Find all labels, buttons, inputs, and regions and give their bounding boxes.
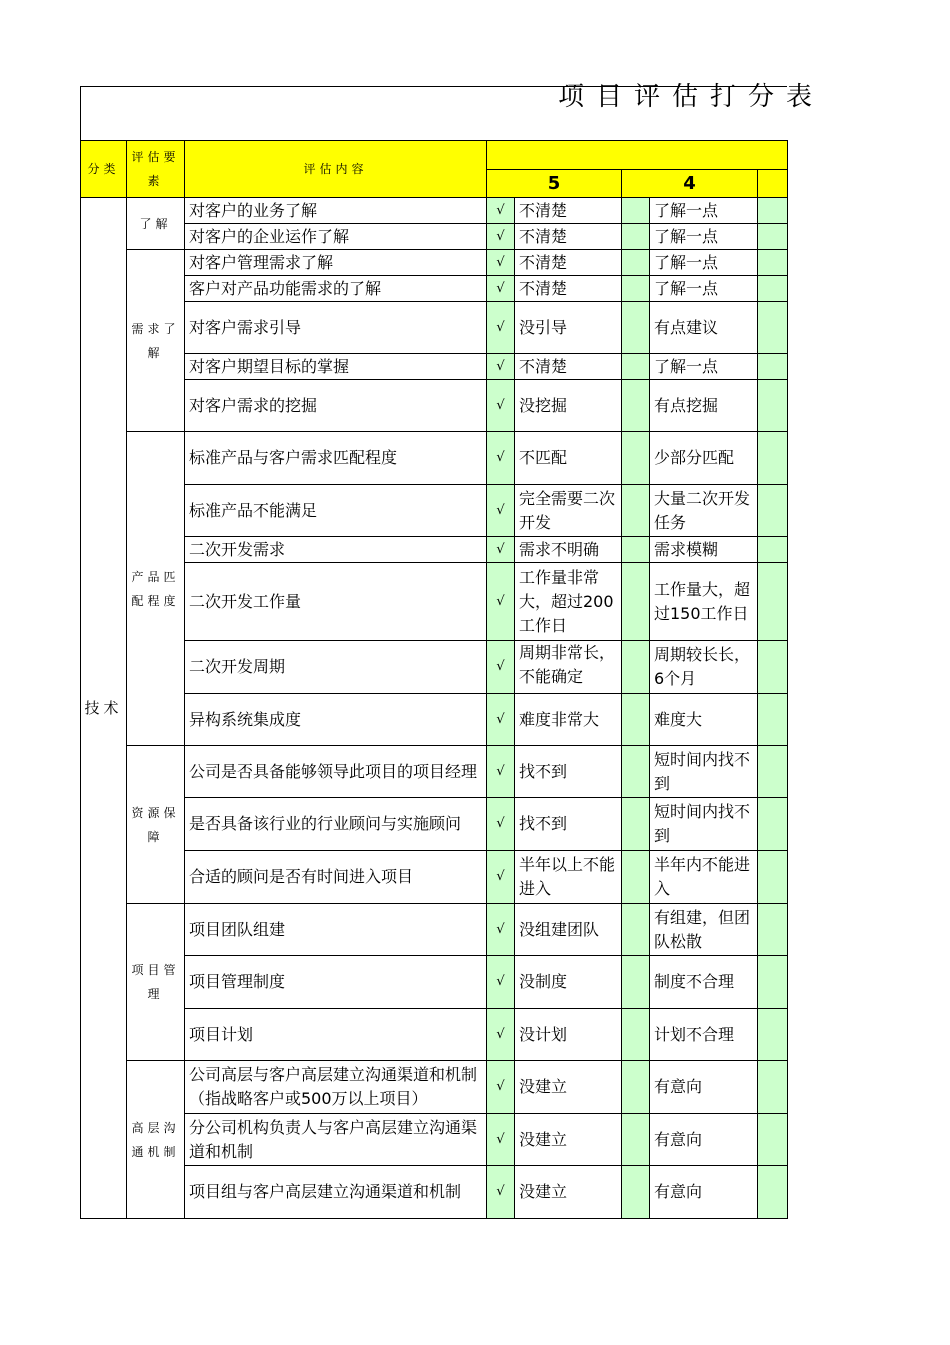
green-cell bbox=[622, 250, 650, 276]
table-row-item: 对客户需求引导 bbox=[185, 302, 487, 354]
group-label: 了解 bbox=[127, 198, 185, 250]
check-mark: √ bbox=[487, 354, 515, 380]
score4-text: 有点建议 bbox=[650, 302, 758, 354]
score5-text: 没建立 bbox=[515, 1166, 622, 1219]
green-cell bbox=[622, 563, 650, 641]
green-cell bbox=[758, 354, 788, 380]
score4-text: 短时间内找不到 bbox=[650, 746, 758, 798]
score4-text: 了解一点 bbox=[650, 224, 758, 250]
green-cell bbox=[622, 485, 650, 537]
check-mark: √ bbox=[487, 956, 515, 1009]
group-label: 资源保障 bbox=[127, 746, 185, 904]
category-label: 技术 bbox=[81, 198, 127, 1219]
check-mark: √ bbox=[487, 485, 515, 537]
score4-text: 难度大 bbox=[650, 694, 758, 746]
check-mark: √ bbox=[487, 746, 515, 798]
group-label: 产品匹配程度 bbox=[127, 432, 185, 746]
green-cell bbox=[758, 904, 788, 956]
green-cell bbox=[758, 432, 788, 485]
check-mark: √ bbox=[487, 302, 515, 354]
check-mark: √ bbox=[487, 798, 515, 851]
group-label: 高层沟通机制 bbox=[127, 1061, 185, 1219]
page-title: 项目评估打分表 bbox=[558, 82, 825, 112]
check-mark: √ bbox=[487, 904, 515, 956]
green-cell bbox=[758, 485, 788, 537]
table-row-item: 二次开发需求 bbox=[185, 537, 487, 563]
green-cell bbox=[622, 380, 650, 432]
score5-text: 周期非常长，不能确定 bbox=[515, 641, 622, 694]
check-mark: √ bbox=[487, 1061, 515, 1114]
table-row-item: 是否具备该行业的行业顾问与实施顾问 bbox=[185, 798, 487, 851]
score4-text: 了解一点 bbox=[650, 250, 758, 276]
score4-text: 有意向 bbox=[650, 1061, 758, 1114]
green-cell bbox=[622, 537, 650, 563]
green-cell bbox=[622, 641, 650, 694]
score4-text: 有组建，但团队松散 bbox=[650, 904, 758, 956]
green-cell bbox=[622, 302, 650, 354]
green-cell bbox=[758, 641, 788, 694]
score4-text: 有意向 bbox=[650, 1114, 758, 1166]
green-cell bbox=[622, 851, 650, 904]
check-mark: √ bbox=[487, 851, 515, 904]
check-mark: √ bbox=[487, 537, 515, 563]
green-cell bbox=[622, 1166, 650, 1219]
score4-text: 有意向 bbox=[650, 1166, 758, 1219]
table-row-item: 客户对产品功能需求的了解 bbox=[185, 276, 487, 302]
table-row-item: 合适的顾问是否有时间进入项目 bbox=[185, 851, 487, 904]
score5-text: 没挖掘 bbox=[515, 380, 622, 432]
green-cell bbox=[758, 1061, 788, 1114]
score5-text: 不清楚 bbox=[515, 354, 622, 380]
score4-text: 工作量大，超过150工作日 bbox=[650, 563, 758, 641]
score5-text: 半年以上不能进入 bbox=[515, 851, 622, 904]
green-cell bbox=[758, 1166, 788, 1219]
green-cell bbox=[758, 380, 788, 432]
header-content: 评估内容 bbox=[185, 141, 487, 198]
score5-text: 没建立 bbox=[515, 1061, 622, 1114]
table-row-item: 对客户的业务了解 bbox=[185, 198, 487, 224]
check-mark: √ bbox=[487, 432, 515, 485]
score4-text: 了解一点 bbox=[650, 198, 758, 224]
green-cell bbox=[622, 198, 650, 224]
check-mark: √ bbox=[487, 224, 515, 250]
check-mark: √ bbox=[487, 563, 515, 641]
score4-text: 半年内不能进入 bbox=[650, 851, 758, 904]
evaluation-table bbox=[80, 140, 788, 1219]
table-row-item: 对客户需求的挖掘 bbox=[185, 380, 487, 432]
check-mark: √ bbox=[487, 380, 515, 432]
score5-text: 不清楚 bbox=[515, 250, 622, 276]
green-cell bbox=[622, 432, 650, 485]
green-cell bbox=[622, 224, 650, 250]
score5-text: 找不到 bbox=[515, 746, 622, 798]
green-cell bbox=[758, 250, 788, 276]
check-mark: √ bbox=[487, 1114, 515, 1166]
score4-text: 大量二次开发任务 bbox=[650, 485, 758, 537]
score5-text: 难度非常大 bbox=[515, 694, 622, 746]
score5-text: 工作量非常大，超过200工作日 bbox=[515, 563, 622, 641]
table-row-item: 二次开发周期 bbox=[185, 641, 487, 694]
score5-text: 没引导 bbox=[515, 302, 622, 354]
table-row-item: 异构系统集成度 bbox=[185, 694, 487, 746]
score5-text: 没制度 bbox=[515, 956, 622, 1009]
table-row-item: 项目计划 bbox=[185, 1009, 487, 1061]
table-row-item: 二次开发工作量 bbox=[185, 563, 487, 641]
group-label: 需求了解 bbox=[127, 250, 185, 432]
green-cell bbox=[758, 224, 788, 250]
score5-text: 不清楚 bbox=[515, 198, 622, 224]
score4-text: 短时间内找不到 bbox=[650, 798, 758, 851]
score5-text: 找不到 bbox=[515, 798, 622, 851]
score5-text: 没计划 bbox=[515, 1009, 622, 1061]
header-category: 分类 bbox=[81, 141, 127, 198]
table-row-item: 对客户的企业运作了解 bbox=[185, 224, 487, 250]
green-cell bbox=[622, 956, 650, 1009]
green-cell bbox=[622, 1061, 650, 1114]
table-row-item: 项目团队组建 bbox=[185, 904, 487, 956]
green-cell bbox=[758, 851, 788, 904]
score5-text: 没建立 bbox=[515, 1114, 622, 1166]
score4-text: 计划不合理 bbox=[650, 1009, 758, 1061]
check-mark: √ bbox=[487, 198, 515, 224]
table-row-item: 标准产品与客户需求匹配程度 bbox=[185, 432, 487, 485]
header-element: 评估要素 bbox=[127, 141, 185, 198]
green-cell bbox=[758, 563, 788, 641]
green-cell bbox=[622, 354, 650, 380]
score5-text: 不匹配 bbox=[515, 432, 622, 485]
score4-text: 有点挖掘 bbox=[650, 380, 758, 432]
green-cell bbox=[758, 537, 788, 563]
score4-text: 需求模糊 bbox=[650, 537, 758, 563]
check-mark: √ bbox=[487, 694, 515, 746]
score5-text: 没组建团队 bbox=[515, 904, 622, 956]
green-cell bbox=[622, 904, 650, 956]
header-score-4: 4 bbox=[622, 170, 758, 198]
score4-text: 制度不合理 bbox=[650, 956, 758, 1009]
header-score-3 bbox=[758, 170, 788, 198]
green-cell bbox=[758, 694, 788, 746]
score4-text: 周期较长长，6个月 bbox=[650, 641, 758, 694]
table-row-item: 标准产品不能满足 bbox=[185, 485, 487, 537]
green-cell bbox=[622, 1114, 650, 1166]
score4-text: 了解一点 bbox=[650, 276, 758, 302]
score5-text: 不清楚 bbox=[515, 276, 622, 302]
green-cell bbox=[758, 746, 788, 798]
green-cell bbox=[622, 1009, 650, 1061]
table-row-item: 项目组与客户高层建立沟通渠道和机制 bbox=[185, 1166, 487, 1219]
green-cell bbox=[622, 276, 650, 302]
green-cell bbox=[758, 1009, 788, 1061]
check-mark: √ bbox=[487, 1166, 515, 1219]
green-cell bbox=[758, 198, 788, 224]
check-mark: √ bbox=[487, 1009, 515, 1061]
green-cell bbox=[758, 1114, 788, 1166]
green-cell bbox=[622, 798, 650, 851]
group-label: 项目管理 bbox=[127, 904, 185, 1061]
table-row-item: 对客户管理需求了解 bbox=[185, 250, 487, 276]
green-cell bbox=[758, 798, 788, 851]
green-cell bbox=[622, 746, 650, 798]
table-row-item: 公司高层与客户高层建立沟通渠道和机制（指战略客户或500万以上项目） bbox=[185, 1061, 487, 1114]
score4-text: 了解一点 bbox=[650, 354, 758, 380]
check-mark: √ bbox=[487, 250, 515, 276]
check-mark: √ bbox=[487, 276, 515, 302]
green-cell bbox=[758, 302, 788, 354]
green-cell bbox=[758, 276, 788, 302]
check-mark: √ bbox=[487, 641, 515, 694]
table-row-item: 对客户期望目标的掌握 bbox=[185, 354, 487, 380]
green-cell bbox=[758, 956, 788, 1009]
table-row-item: 公司是否具备能够领导此项目的项目经理 bbox=[185, 746, 487, 798]
header-score-span bbox=[487, 141, 788, 170]
score5-text: 完全需要二次开发 bbox=[515, 485, 622, 537]
table-row-item: 分公司机构负责人与客户高层建立沟通渠道和机制 bbox=[185, 1114, 487, 1166]
header-score-5: 5 bbox=[487, 170, 622, 198]
score5-text: 需求不明确 bbox=[515, 537, 622, 563]
score5-text: 不清楚 bbox=[515, 224, 622, 250]
table-row-item: 项目管理制度 bbox=[185, 956, 487, 1009]
score4-text: 少部分匹配 bbox=[650, 432, 758, 485]
green-cell bbox=[622, 694, 650, 746]
